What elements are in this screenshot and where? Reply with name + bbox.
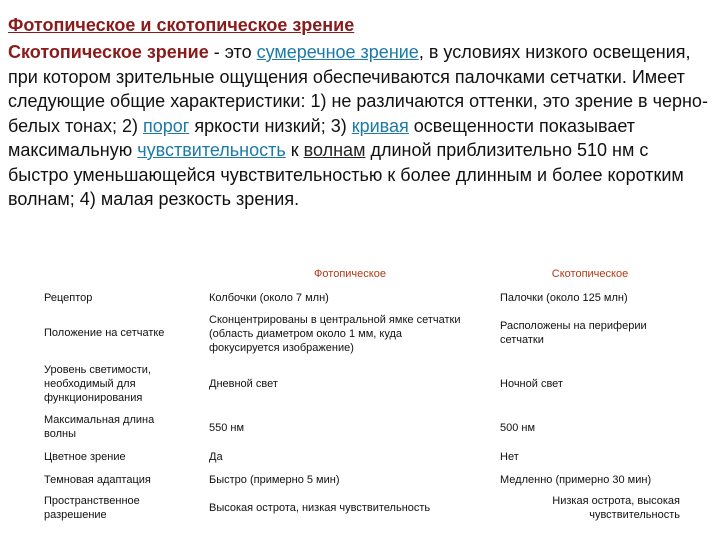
cell-photopic-spatial-resolution: Высокая острота, низкая чувствительность: [209, 502, 431, 514]
link-threshold[interactable]: порог: [142, 115, 190, 136]
row-label-dark-adaptation: Темновая адаптация: [44, 474, 151, 486]
link-twilight-vision[interactable]: сумеречное зрение: [256, 42, 419, 62]
row-label-luminance: Уровень светимости, необходимый для функционирования: [44, 364, 152, 404]
cell-photopic-dark-adaptation: Быстро (примерно 5 мин): [209, 474, 340, 486]
text-6: длиной приблизительно 510 нм с быстро уменьшающейся чувствительностью к более длинным и более коротким волнам; 4) малая резкость зрения.: [8, 140, 684, 209]
cell-photopic-receptor: Колбочки (около 7 млн): [209, 292, 329, 304]
row-label-spatial-resolution: Пространственное разрешение: [44, 495, 140, 521]
row-label-color-vision: Цветное зрение: [44, 451, 126, 463]
cell-scotopic-position: Расположены на периферии сетчатки: [500, 320, 647, 346]
page-heading: Фотопическое и скотопическое зрение: [8, 15, 355, 35]
term-scotopic: Скотопическое зрение: [8, 42, 209, 62]
text-4: освещенности показывает максимальную: [8, 115, 636, 160]
cell-scotopic-wavelength: 500 нм: [500, 422, 536, 434]
cell-photopic-color-vision: Да: [209, 451, 223, 463]
row-label-wavelength: Максимальная длина волны: [44, 414, 155, 440]
link-waves[interactable]: волнам: [303, 140, 366, 160]
column-header-scotopic: Скотопическое: [551, 268, 629, 280]
cell-scotopic-spatial-resolution: Низкая острота, высокая чувствительность: [552, 495, 680, 521]
row-label-position: Положение на сетчатке: [44, 327, 165, 339]
cell-photopic-luminance: Дневной свет: [209, 378, 278, 390]
cell-scotopic-receptor: Палочки (около 125 млн): [500, 292, 628, 304]
cell-scotopic-dark-adaptation: Медленно (примерно 30 мин): [500, 474, 652, 486]
text-1: - это: [208, 42, 257, 62]
description-paragraph: [8, 40, 712, 212]
link-sensitivity[interactable]: чувствительность: [137, 140, 286, 160]
text-2: , в условиях низкого освещения, при котором зрительные ощущения обеспечиваются палочками сетчатки. Имеет следующие общие характеристики: 1) не различаются оттенки, это зрение в черно-белых тонах; 2): [8, 42, 708, 136]
link-curve[interactable]: кривая: [351, 115, 409, 136]
cell-photopic-wavelength: 550 нм: [209, 422, 245, 434]
text-5: к: [285, 140, 304, 160]
text-3: яркости низкий; 3): [189, 115, 352, 136]
cell-scotopic-color-vision: Нет: [500, 451, 519, 463]
cell-photopic-position: Сконцентрированы в центральной ямке сетчатки (область диаметром около 1 мм, куда фокусируется изображение): [209, 314, 461, 354]
column-header-photopic: Фотопическое: [314, 268, 386, 280]
row-label-receptor: Рецептор: [44, 292, 93, 304]
cell-scotopic-luminance: Ночной свет: [500, 378, 563, 390]
